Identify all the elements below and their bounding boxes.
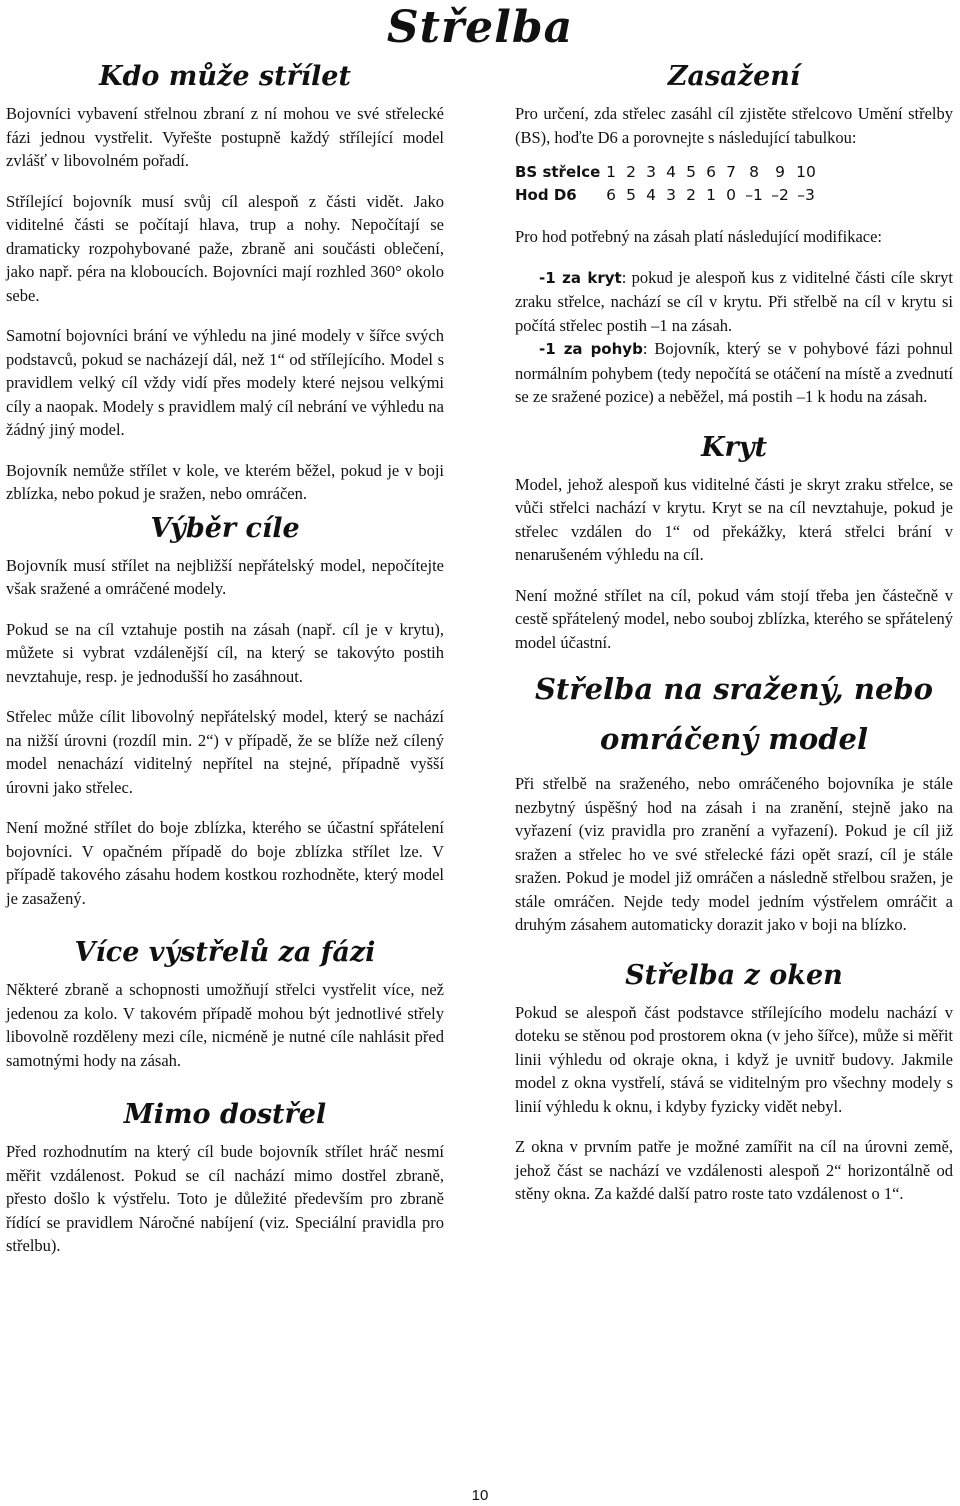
bs-cell: 4 (646, 186, 656, 204)
bs-cell: –3 (797, 186, 815, 204)
bs-cell: 10 (796, 163, 816, 181)
bs-cell: 5 (686, 163, 696, 181)
bs-cell: 4 (666, 163, 676, 181)
bs-cell: –1 (745, 186, 763, 204)
bs-cell: 6 (606, 186, 616, 204)
modifier-key: -1 za pohyb (539, 340, 643, 358)
bs-row-label: BS střelce (515, 163, 601, 181)
paragraph: Pro hod potřebný na zásah platí následující modifikace: (515, 227, 883, 246)
modifier-kryt (515, 266, 953, 338)
bs-row-hod (515, 184, 953, 207)
paragraph: Z okna v prvním patře je možné zamířit na cíl na úrovni země, jehož část se nachází ve vzdálenosti alespoň 2“ horizontálně od stěny okna. Za každé další patro roste tato vzdálenost o 1“. (515, 1137, 953, 1203)
heading-kdo-muze-strilet: Kdo může střílet (99, 61, 351, 92)
heading-strelba-na-srazeny: Střelba na sražený, nebo omráčený model (534, 672, 934, 756)
bs-cell: 9 (775, 163, 785, 181)
bs-table (515, 161, 953, 207)
modifier-text: : pokud je alespoň kus z viditelné části cíle skryt zraku střelce, nachází se cíl v krytu. Při střelbě na cíl v krytu si počítá střelec postih –1 na zásah. (515, 267, 953, 335)
heading-strelba-z-oken: Střelba z oken (625, 959, 843, 991)
heading-mimo-dostrel: Mimo dostřel (123, 1099, 327, 1130)
bs-cell: 8 (749, 163, 759, 181)
bs-row-strelce (515, 161, 953, 184)
right-column (515, 60, 953, 1223)
paragraph: Před rozhodnutím na který cíl bude bojovník střílet hráč nesmí měřit vzdálenost. Pokud se cíl nachází mimo dostřel zbraně, přesto došlo k výstřelu. Toto je důležité především pro zbraně řídící se pravidlem Náročné nabíjení (viz. Speciální pravidla pro střelbu). (6, 1142, 444, 1255)
modifier-text: : Bojovník, který se v pohybové fázi pohnul normálním pohybem (tedy nepočítá se otáčení na místě a zvednutí se ze sražené pozice) a neběžel, má postih –1 k hodu na zásah. (515, 339, 953, 406)
bs-cell: 2 (626, 163, 636, 181)
bs-cell: 1 (706, 186, 716, 204)
paragraph: Při střelbě na sraženého, nebo omráčeného bojovníka je stále nezbytný úspěšný hod na zásah i na zranění, stejně jako na vyřazení (viz pravidla pro zranění a vyřazení). Pokud je cíl již sražen a střelec ho ve své střelecké fázi opět srazí, cíl je stále sražen. Pokud je model již omráčen a následně střelbou sražen, je stále omráčen. Nejde tedy model jedním výstřelem omráčit a druhým zásahem automaticky dorazit jako v boji na blízko. (515, 774, 953, 934)
bs-cell: –2 (771, 186, 789, 204)
heading-vyber-cile: Výběr cíle (150, 512, 300, 544)
bs-cell: 6 (706, 163, 716, 181)
heading-vice-vystrelu: Více výstřelů za fázi (74, 937, 376, 968)
paragraph: Model, jehož alespoň kus viditelné části je skryt zraku střelce, se vůči střelci nachází v krytu. Kryt se na cíl nevztahuje, pokud je střelec vzdálen do 1“ od překážky, která střelci brání v nenarušeném výhledu na cíl. (515, 474, 953, 564)
paragraph: Střílející bojovník musí svůj cíl alespoň z části vidět. Jako viditelné části se počítají hlava, trup a nohy. Nepočítají se dramaticky rozpohybované paže, zbraně ani součásti oblečení, jako např. péra na kloboucích. Bojovníci mají rozhled 360° okolo sebe. (6, 191, 444, 305)
paragraph: Samotní bojovníci brání ve výhledu na jiné modely v šířce svých podstavců, pokud se nacházejí dál, než 1“ od střílejícího. Model s pravidlem velký cíl vždy vidí přes modely které nejsou velkými cíly a naopak. Modely s pravidlem malý cíl nebrání ve výhledu na žádný jiný model. (6, 326, 444, 439)
paragraph: Není možné střílet na cíl, pokud vám stojí třeba jen částečně v cestě spřátelený model, nebo souboj zblízka, kterého se spřátelený model účastní. (515, 585, 954, 652)
paragraph: Pokud se na cíl vztahuje postih na zásah (např. cíl je v krytu), můžete si vybrat vzdálenější cíl, na který se takovýto postih nevztahuje, resp. je jednodušší ho zasáhnout. (6, 619, 444, 686)
bs-cell: 5 (626, 186, 636, 204)
bs-cell: 3 (646, 163, 656, 181)
paragraph: Bojovník nemůže střílet v kole, ve kterém běžel, pokud je v boji zblízka, nebo pokud je sražen, nebo omráčen. (6, 460, 444, 503)
page-number: 10 (471, 1487, 489, 1504)
paragraph: Bojovník musí střílet na nejbližší nepřátelský model, nepočítejte však sražené a omráčené modely. (6, 555, 444, 598)
heading-kryt: Kryt (701, 431, 767, 463)
bs-cell: 1 (606, 163, 616, 181)
paragraph: Střelec může cílit libovolný nepřátelský model, který se nachází na nižší úrovni (rozdíl min. 2“) v případě, že se blíže než cílený model nenachází viditelný nepřítel na stejné, případně vyšší úrovni jako střelec. (6, 707, 444, 797)
paragraph: Bojovníci vybavení střelnou zbraní z ní mohou ve své střelecké fázi jednou vystřelit. Vyřešte postupně každý střílející model zvlášť v libovolném pořadí. (6, 104, 444, 170)
bs-cell: 2 (686, 186, 696, 204)
bs-cell: 3 (666, 186, 676, 204)
bs-cell: 7 (726, 163, 736, 181)
bs-cell: 0 (726, 186, 736, 204)
paragraph: Některé zbraně a schopnosti umožňují střelci vystřelit více, než jedenou za kolo. V takovém případě mohou být jednotlivé střely libovolně rozděleny mezi cíle, nicméně je nutné cíle nahlásit před samotnými hody na zásah. (6, 980, 444, 1070)
modifier-pohyb (515, 337, 953, 409)
modifier-key: -1 za kryt (539, 268, 622, 287)
bs-row-label: Hod D6 (515, 186, 577, 204)
heading-zasazeni: Zasažení (667, 61, 801, 92)
page-title: Střelba (386, 2, 574, 53)
paragraph: Pro určení, zda střelec zasáhl cíl zjistěte střelcovo Umění střelby (BS), hoďte D6 a porovnejte s následující tabulkou: (515, 104, 953, 147)
paragraph: Pokud se alespoň část podstavce střílejícího modelu nachází v doteku se stěnou pod prostorem okna (v jeho šířce), může si měřit linii výhledu od okraje okna, i když je uvnitř budovy. Jakmile model z okna vystřelí, stává se viditelným pro všechny modely s linií výhledu k oknu, i kdyby fyzicky vidět nebyl. (515, 1002, 953, 1116)
paragraph: Není možné střílet do boje zblízka, kterého se účastní spřátelení bojovníci. V opačném případě do boje zblízka střílet lze. V případě takového zásahu hodem kostkou rozhodněte, který model je zasažený. (6, 818, 444, 908)
left-column (6, 60, 444, 1275)
